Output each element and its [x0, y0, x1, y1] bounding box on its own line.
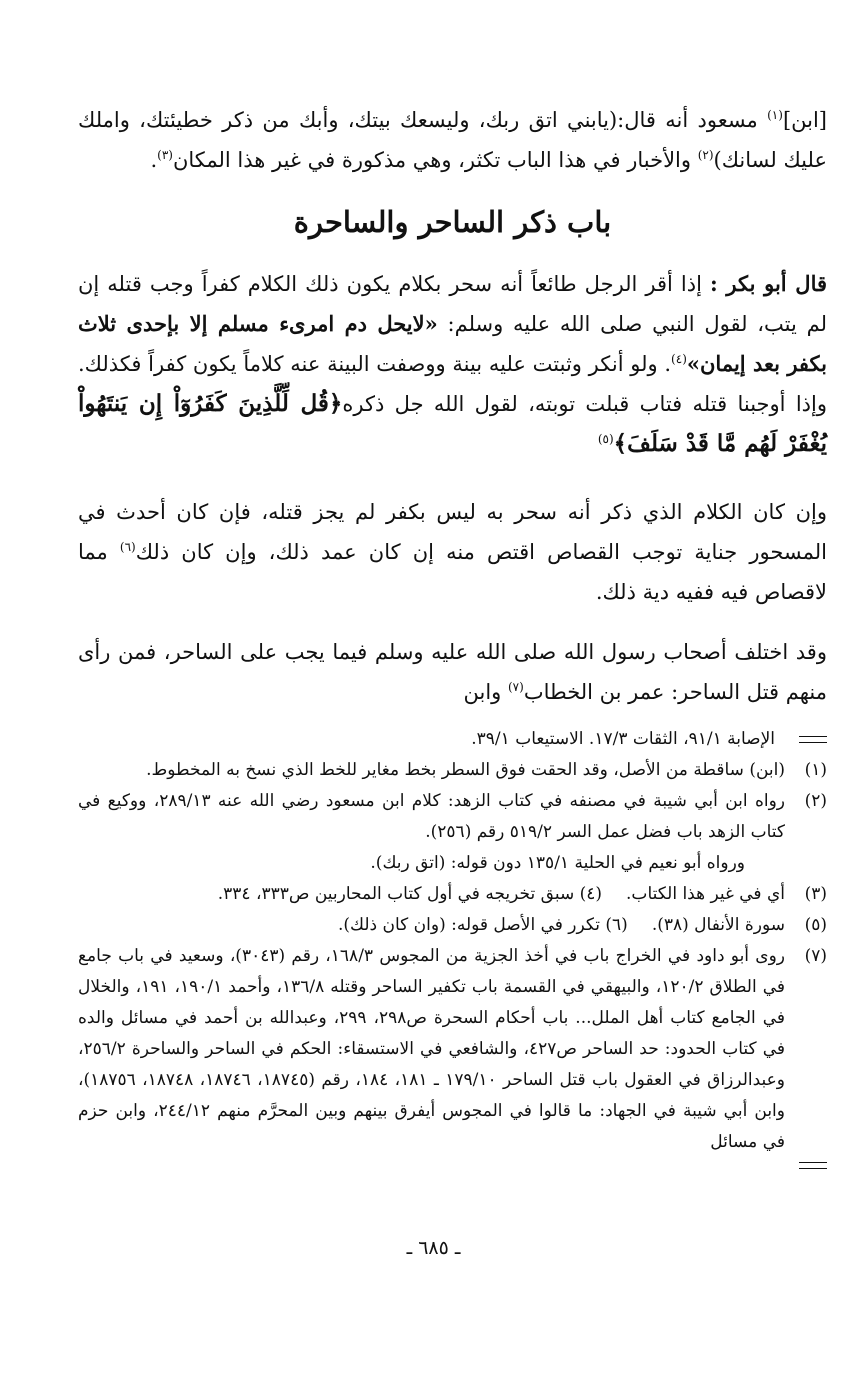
footnote-3-text: أي في غير هذا الكتاب.: [626, 884, 785, 904]
footnote-4-text: سبق تخريجه في أول كتاب المحاربين ص٣٣٣، ٣٣٤.: [217, 884, 575, 904]
footnote-ref-3[interactable]: (٣): [157, 148, 173, 162]
hadith-text: «لايحل دم امرىء مسلم إلا بإحدى ثلاث بكفر بعد إيمان»: [78, 311, 827, 376]
footnote-text: رواه ابن أبي شيبة في مصنفه في كتاب الزهد: كلام ابن مسعود رضي الله عنه ٢٨٩/١٣، ووكيع في كتاب الزهد باب فضل عمل السر ٥١٩/٢ رقم (٢٥٦).: [78, 791, 785, 842]
quote-ibn-masud: مسعود أنه قال:(يابني اتق ربك، وليسعك بيتك، وأبك من ذكر خطيئتك، واملك عليك لسانك): [78, 108, 827, 172]
footnote-number: (١): [804, 760, 827, 780]
footnote-number-6: (٦): [605, 915, 628, 935]
footnote-ref-4[interactable]: (٤): [671, 352, 687, 366]
footnote-2: [78, 786, 827, 848]
footnote-number-4: (٤): [579, 884, 603, 904]
footnote-ref-6[interactable]: (٦): [119, 540, 136, 554]
paragraph-companions: [78, 632, 827, 712]
text-companions: وقد اختلف أصحاب رسول الله صلى الله عليه وسلم فيما يجب على الساحر، فمن رأى منهم قتل الساحر: عمر بن الخطاب: [78, 640, 827, 704]
footnote-number: (٧): [804, 946, 827, 966]
footnote-3-4: [78, 879, 827, 910]
footnote-ref-1[interactable]: (١): [767, 108, 783, 122]
bracket-ibn: [ابن]: [782, 108, 827, 132]
footnote-continued: الإصابة ٩١/١، الثقات ١٧/٣. الاستيعاب ٣٩/١.: [471, 729, 775, 749]
page-body: [78, 100, 827, 1169]
footnote-5-text: سورة الأنفال (٣٨).: [651, 915, 785, 935]
footnote-number: (٥): [804, 915, 827, 935]
footnote-5-6: [78, 910, 827, 941]
text-repentance: . ولو أنكر وثبتت عليه بينة ووصفت البينة عنه كلاماً يكون كفراً فكذلك. وإذا أوجبنا قتله فتاب قبلت توبته، لقول الله جل ذكره: [78, 352, 828, 416]
footnote-number: (٢): [804, 791, 827, 811]
page-number: ـ ٦٨٥ ـ: [406, 1237, 461, 1259]
text-diya: مما لاقصاص فيه ففيه دية ذلك.: [78, 540, 827, 604]
footnotes: [78, 724, 827, 1169]
double-rule-bottom: [799, 1162, 827, 1169]
paragraph-non-kufr: [78, 492, 827, 612]
speaker-label: قال أبو بكر :: [709, 271, 828, 296]
footnote-ref-7[interactable]: (٧): [507, 680, 524, 694]
period: .: [150, 148, 158, 172]
footnote-7: [78, 941, 827, 1158]
footnote-pair: [78, 879, 785, 910]
text-ruling: إذا أقر الرجل طائعاً أنه سحر بكلام يكون ذلك الكلام كفراً وجب قتله إن لم يتب، لقول النبي صلى الله عليه وسلم:: [78, 272, 827, 336]
footnote-separator: [78, 724, 827, 755]
text-wa-ibn: وابن: [463, 680, 508, 704]
paragraph-intro: [78, 100, 827, 180]
footnote-ref-2[interactable]: (٢): [697, 148, 714, 162]
footnote-6-text: تكرر في الأصل قوله: (وان كان ذلك).: [337, 915, 600, 935]
double-rule: [799, 736, 827, 743]
text-non-kufr: وإن كان الكلام الذي ذكر أنه سحر به ليس بكفر لم يجز قتله، فإن كان أحدث في المسحور جناية توجب القصاص اقتص منه إن كان عمد ذلك، وإن كان ذلك: [78, 500, 827, 564]
footnote-pair: [78, 910, 785, 941]
footnote-2-addendum: ورواه أبو نعيم في الحلية ١٣٥/١ دون قوله: (اتق ربك).: [370, 853, 745, 873]
footnote-text: (ابن) ساقطة من الأصل، وقد الحقت فوق السطر بخط مغاير للخط الذي نسخ به المخطوط.: [146, 760, 785, 780]
paragraph-abu-bakr: [78, 264, 827, 464]
text-akhbar: والأخبار في هذا الباب تكثر، وهي مذكورة في غير هذا المكان: [172, 148, 698, 172]
footnote-text: روى أبو داود في الخراج باب في أخذ الجزية من المجوس ١٦٨/٣، رقم (٣٠٤٣)، وسعيد في باب جامع في الطلاق ١٢٠/٢، والبيهقي في القسمة باب تكفير الساحر وقتله ١٣٦/٨، وأحمد ١٩٠/١، ١٩١، والخلال في الجامع كتاب أهل الملل... باب أحكام السحرة ص٢٩٨، ٢٩٩، وعبدالله بن أحمد في مسائل والده في كتاب الحدود: حد الساحر ص٤٢٧، والشافعي في الاستسقاء: الحكم في الساحر والساحرة ٢٥٦/٢، وعبدالرزاق في العقول باب قتل الساحر ١٧٩/١٠ ـ ١٨١، ١٨٤، رقم (١٨٧٤٥، ١٨٧٤٦، ١٨٧٤٨، ١٨٧٥٦)، وابن أبي شيبة في الجهاد: ما قالوا في المجوس أيفرق بينهم وبين المحرَّم منهم ٢٤٤/١٢، وابن حزم في مسائل: [78, 946, 786, 1152]
quran-verse: ﴿قُل لِّلَّذِينَ كَفَرُوٓاْ إِن يَنتَهُواْ يُغْفَرْ لَهُم مَّا قَدْ سَلَفَ﴾: [78, 390, 827, 457]
footnote-ref-5[interactable]: (٥): [597, 432, 614, 446]
footnote-1: [78, 755, 827, 786]
footnote-number: (٣): [804, 884, 827, 904]
chapter-heading: باب ذكر الساحر والساحرة: [293, 205, 612, 239]
